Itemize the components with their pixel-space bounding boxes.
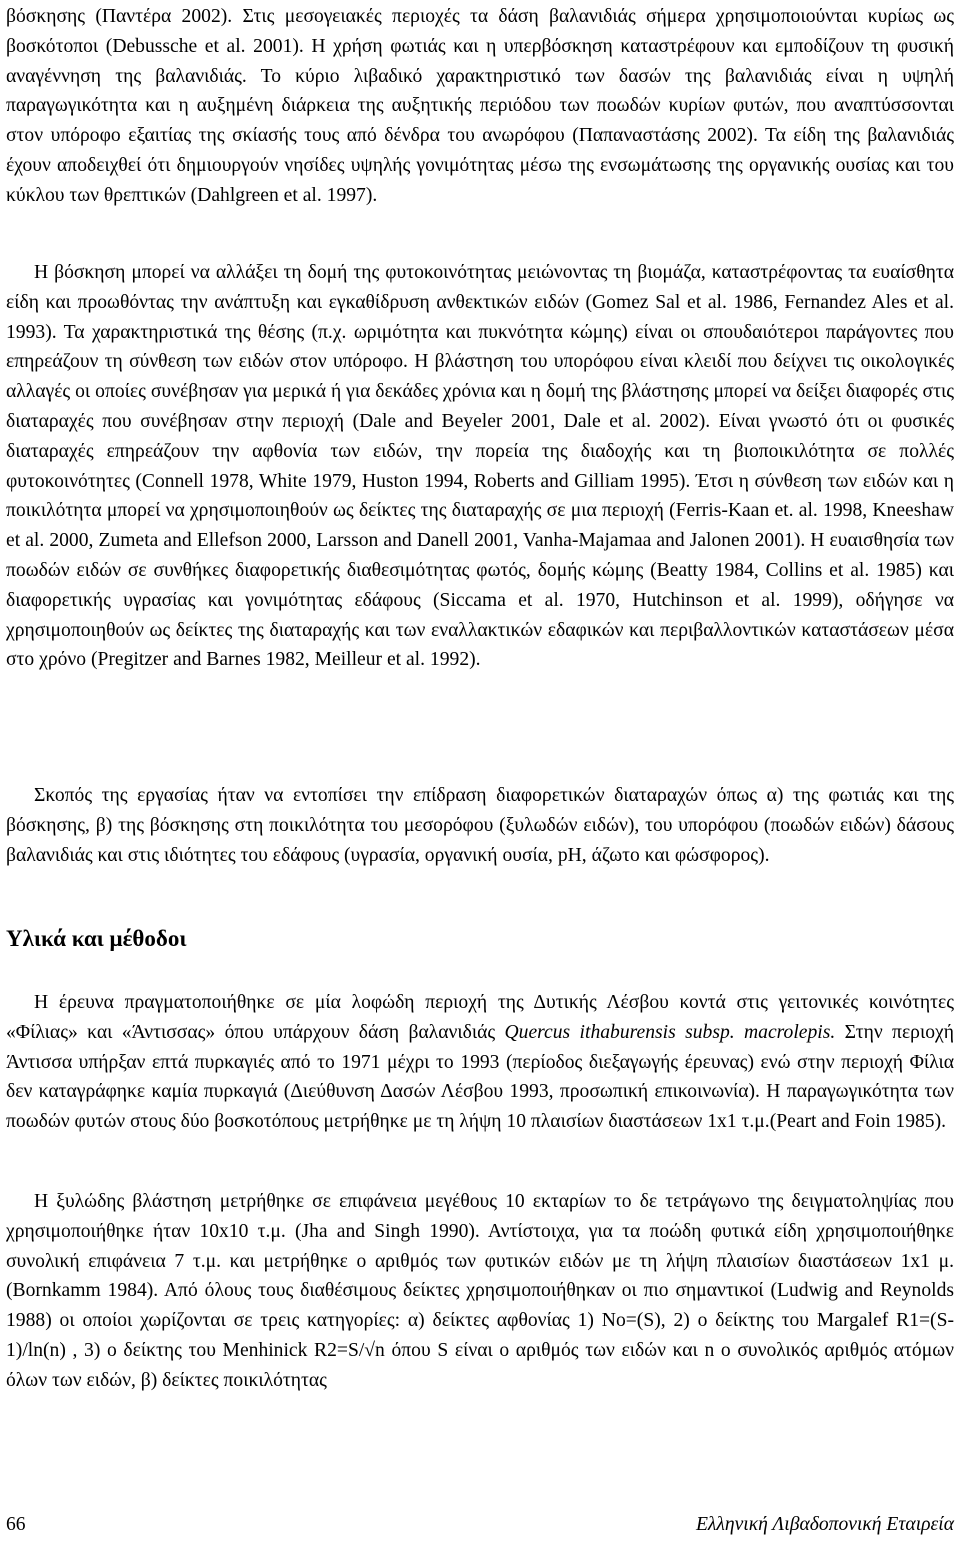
paragraph-sampling: Η ξυλώδης βλάστηση μετρήθηκε σε επιφάνεια μεγέθους 10 εκταρίων το δε τετράγωνο της δειγματοληψίας που χρησιμοποιήθηκε ήταν 10x10 τ.μ. (Jha and Singh 1990). Αντίστοιχα, για τα ποώδη φυτικά είδη χρησιμοποιήθηκε συνολική επιφάνεια 7 τ.μ. και μετρήθηκε ο αριθμός των φυτικών ειδών με τη λήψη πλαισίων διαστάσεων 1x1 μ. (Bornkamm 1984). Από όλους τους διαθέσιμους δείκτες χρησιμοποιήθηκαν οι πιο σημαντικοί (Ludwig and Reynolds 1988) οι οποίοι χωρίζονται σε τρεις κατηγορίες: α) δείκτες αφθονίας 1) No=(S), 2) ο δείκτης του Margalef R1=(S-1)/ln(n) , 3) ο δείκτης του Menhinick R2=S/√n όπου S είναι ο αριθμός των ειδών και n ο συνολικός αριθμός ατόμων όλων των ειδών, β) δείκτες ποικιλότητας <box>6 1191 954 1391</box>
paragraph-grazing-intro: βόσκησης (Παντέρα 2002). Στις μεσογειακές περιοχές τα δάση βαλανιδιάς σήμερα χρησιμοποιούνται κυρίως ως βοσκότοποι (Debussche et al. 2001). Η χρήση φωτιάς και η υπερβόσκηση καταστρέφουν και εμποδίζουν τη φυσική αναγέννηση της βαλανιδιάς. Το κύριο λιβαδικό χαρακτηριστικό των δασών της βαλανιδιάς είναι η υψηλή παραγωγικότητα και η αυξημένη διάρκεια της αυξητικής περιόδου των ποωδών κυρίων φυτών, που αναπτύσσονται στον υπόροφο εξαιτίας της σκίασής τους από δένδρα του ανωρόφου (Παπαναστάσης 2002). Τα είδη της βαλανιδιάς έχουν αποδειχθεί ότι δημιουργούν νησίδες υψηλής γονιμότητας μέσω της ενσωμάτωσης της οργανικής ουσίας και του κύκλου των θρεπτικών (Dahlgreen et al. 1997). <box>6 6 954 206</box>
page-number: 66 <box>6 1514 26 1535</box>
study-area-text-cont: Στην περιοχή Άντισσα υπήρξαν επτά πυρκαγιές από το 1971 μέχρι το 1993 (περίοδος διεξαγωγής έρευνας) ενώ στην περιοχή Φίλια δεν καταγράφηκε καμία πυρκαγιά (Διεύθυνση Δασών Λέσβου 1993, προσωπική επικοινωνία). Η παραγωγικότητα των ποωδών φυτών στους δύο βοσκοτόπους μετρήθηκε με τη λήψη 10 πλαισίων διαστάσεων 1x1 τ.μ.(Peart and Foin 1985). <box>6 1021 954 1133</box>
section-heading-methods: Υλικά και μέθοδοι <box>6 926 187 951</box>
paragraph-grazing-disturbance: Η βόσκηση μπορεί να αλλάξει τη δομή της φυτοκοινότητας μειώνοντας τη βιομάζα, καταστρέφοντας τα ευαίσθητα είδη και προωθόντας την ανάπτυξη και εγκαθίδρυση ανθεκτικών ειδών (Gomez Sal et al. 1986, Fernandez Ales et al. 1993). Τα χαρακτηριστικά της θέσης (π.χ. ωριμότητα και πυκνότητα κώμης) είναι οι σπουδαιότεροι παράγοντες που επηρεάζουν τη σύνθεση των ειδών στον υπόροφο. Η βλάστηση του υπορόφου είναι κλειδί που δείχνει τις οικολογικές αλλαγές οι οποίες συνέβησαν για μερικά ή για δεκάδες χρόνια και η δομή της βλάστησης μπορεί να δείξει διαφορές στις διαταραχές που συνέβησαν στην περιοχή (Dale and Beyeler 2001, Dale et al. 2002). Είναι γνωστό ότι οι φυσικές διαταραχές επηρεάζουν την αφθονία των ειδών, την πορεία της διαδοχής και τη βιοποικιλότητα σε πολλές φυτοκοινότητες (Connell 1978, White 1979, Huston 1994, Roberts and Gilliam 1995). Έτσι η σύνθεση των ειδών και η ποικιλότητα μπορεί να χρησιμοποιηθούν ως δείκτες της διαταραχής σε μια περιοχή (Ferris-Kaan et. al. 1998, Kneeshaw et al. 2000, Zumeta and Ellefson 2000, Larsson and Danell 2001, Vanha-Majamaa and Jalonen 2001). Η ευαισθησία των ποωδών ειδών σε συνθήκες διαφορετικής διαθεσιμότητας φωτός, δομής κώμης (Beatty 1984, Collins et al. 1985) και διαφορετικής υγρασίας και γονιμότητας εδάφους (Siccama et al. 1970, Hutchinson et al. 1999), οδήγησε να χρησιμοποιηθούν ως δείκτες της διαταραχής και των εναλλακτικών εδαφικών και περιβαλλοντικών καταστάσεων μέσα στο χρόνο (Pregitzer and Barnes 1982, Meilleur et al. 1992). <box>6 262 954 671</box>
study-area-text: Η έρευνα πραγματοποιήθηκε σε μία λοφώδη περιοχή της Δυτικής Λέσβου κοντά στις γειτονικές κοινότητες «Φίλιας» και «Άντισσας» όπου υπάρχουν δάση βαλανιδιάς <box>6 992 954 1043</box>
species-name: Quercus ithaburensis subsp. macrolepis. <box>504 1021 836 1043</box>
footer-publisher: Ελληνική Λιβαδοπονική Εταιρεία <box>695 1514 954 1535</box>
paragraph-aim: Σκοπός της εργασίας ήταν να εντοπίσει την επίδραση διαφορετικών διαταραχών όπως α) της φωτιάς και της βόσκησης, β) της βόσκησης στη ποικιλότητα του μεσορόφου (ξυλωδών ειδών), του υπορόφου (ποωδών ειδών) δάσους βαλανιδιάς και στις ιδιότητες του εδάφους (υγρασία, οργανική ουσία, pH, άζωτο και φώσφορος). <box>6 785 954 866</box>
paragraph-study-area <box>6 988 954 1137</box>
